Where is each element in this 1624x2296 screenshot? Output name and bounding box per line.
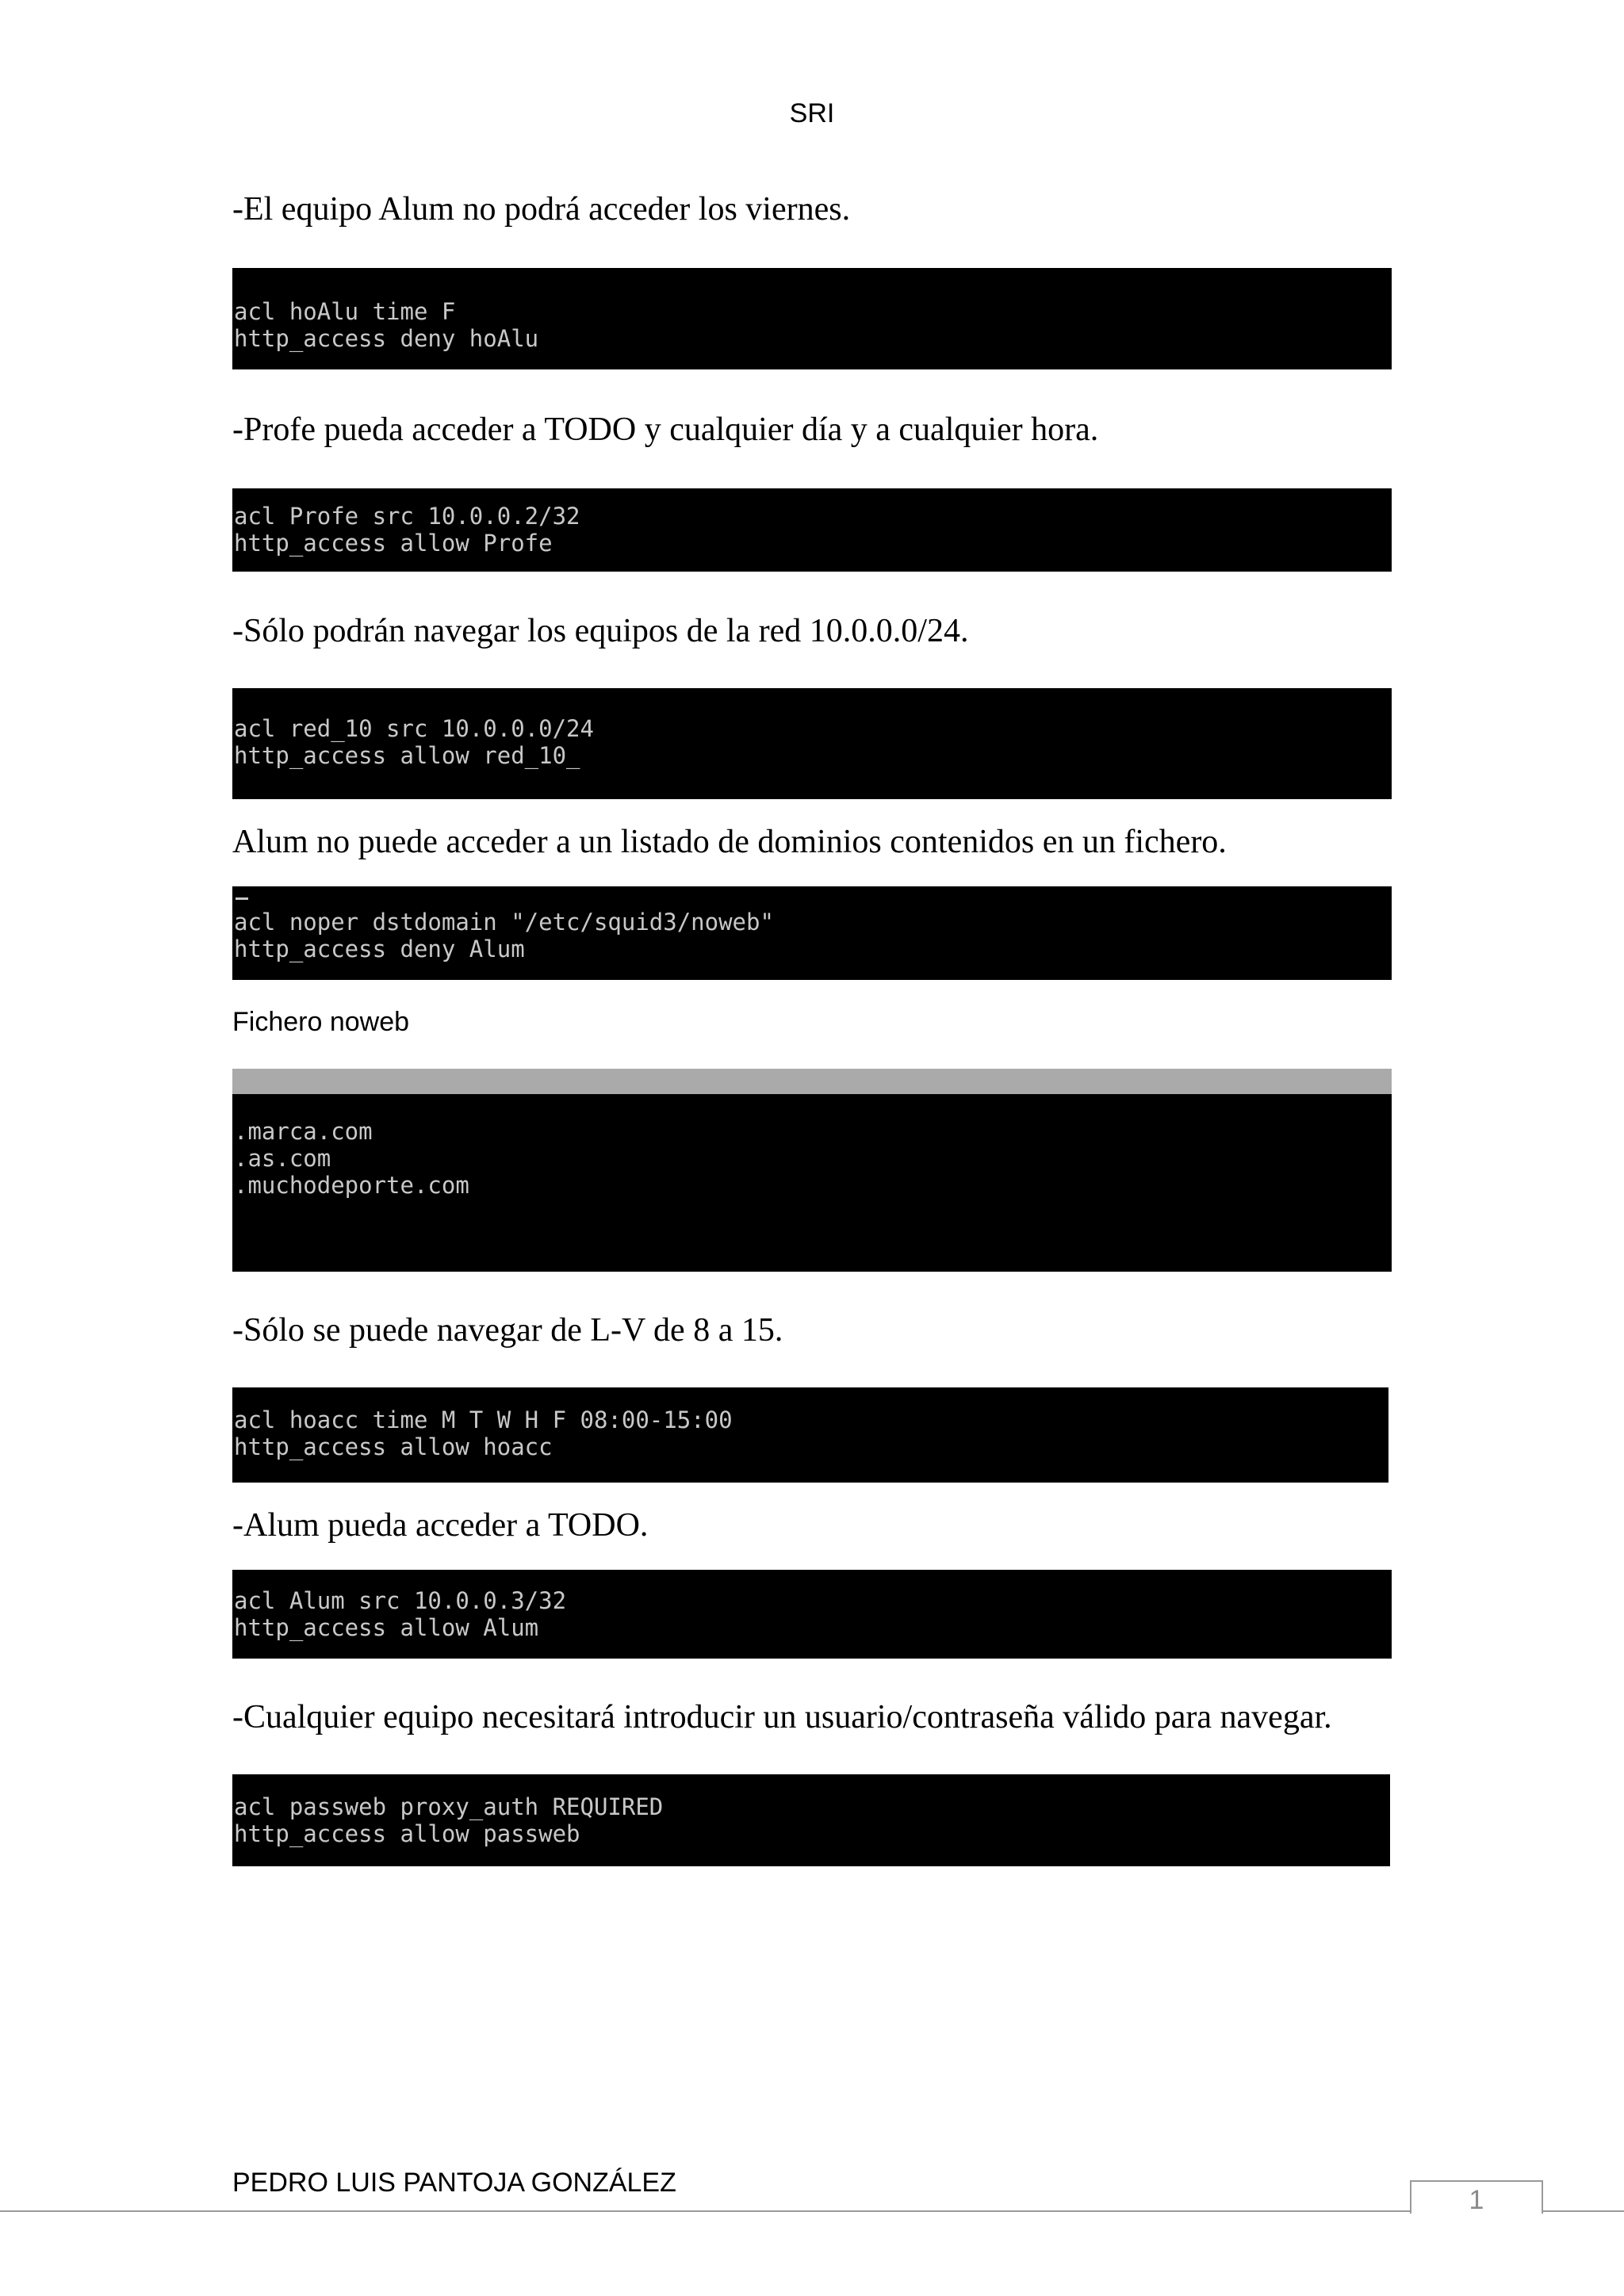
terminal-line: acl Profe src 10.0.0.2/32 xyxy=(234,503,580,530)
terminal-line: acl passweb proxy_auth REQUIRED xyxy=(234,1793,664,1820)
terminal-line: acl hoAlu time F xyxy=(234,298,456,325)
terminal-screenshot xyxy=(232,488,1392,572)
cursor-mark xyxy=(236,897,248,900)
section-heading: -Alum pueda acceder a TODO. xyxy=(232,1507,649,1544)
section-label: Fichero noweb xyxy=(232,1007,410,1037)
nano-editor-screenshot xyxy=(232,1069,1392,1272)
footer-author: PEDRO LUIS PANTOJA GONZÁLEZ xyxy=(232,2168,676,2198)
terminal-line: .as.com xyxy=(234,1145,331,1172)
page-number: 1 xyxy=(1469,2185,1484,2215)
section-heading: Alum no puede acceder a un listado de dominios contenidos en un fichero. xyxy=(232,824,1227,860)
terminal-line: http_access allow passweb xyxy=(234,1820,580,1847)
terminal-line: acl red_10 src 10.0.0.0/24 xyxy=(234,715,594,742)
terminal-line: http_access allow Profe xyxy=(234,530,553,557)
section-heading: -El equipo Alum no podrá acceder los viernes. xyxy=(232,191,851,228)
terminal-line: http_access allow Alum xyxy=(234,1614,539,1641)
terminal-line: http_access allow red_10_ xyxy=(234,742,580,769)
terminal-line: http_access allow hoacc xyxy=(234,1433,553,1460)
page-header-title: SRI xyxy=(789,98,835,128)
terminal-line: http_access deny hoAlu xyxy=(234,325,539,352)
terminal-line: http_access deny Alum xyxy=(234,936,525,962)
terminal-screenshot xyxy=(232,1570,1392,1659)
terminal-line: acl noper dstdomain "/etc/squid3/noweb" xyxy=(234,909,774,936)
terminal-line: acl Alum src 10.0.0.3/32 xyxy=(234,1587,567,1614)
terminal-screenshot xyxy=(232,1387,1388,1483)
section-heading: -Sólo podrán navegar los equipos de la red 10.0.0.0/24. xyxy=(232,613,969,649)
section-heading: -Cualquier equipo necesitará introducir un usuario/contraseña válido para navegar. xyxy=(232,1699,1332,1735)
terminal-screenshot xyxy=(232,688,1392,799)
terminal-screenshot xyxy=(232,268,1392,369)
nano-filename: Fichero: noweb xyxy=(667,1119,861,1146)
nano-version: GNU nano 2.2.4 xyxy=(261,1093,455,1120)
terminal-line: .marca.com xyxy=(234,1118,373,1145)
section-heading: -Profe pueda acceder a TODO y cualquier día y a cualquier hora. xyxy=(232,411,1099,448)
terminal-screenshot xyxy=(232,886,1392,980)
terminal-line: acl hoacc time M T W H F 08:00-15:00 xyxy=(234,1406,733,1433)
section-heading: -Sólo se puede navegar de L-V de 8 a 15. xyxy=(232,1312,783,1349)
footer-divider xyxy=(0,2210,1624,2212)
terminal-line: .muchodeporte.com xyxy=(234,1172,469,1199)
terminal-screenshot xyxy=(232,1774,1390,1866)
